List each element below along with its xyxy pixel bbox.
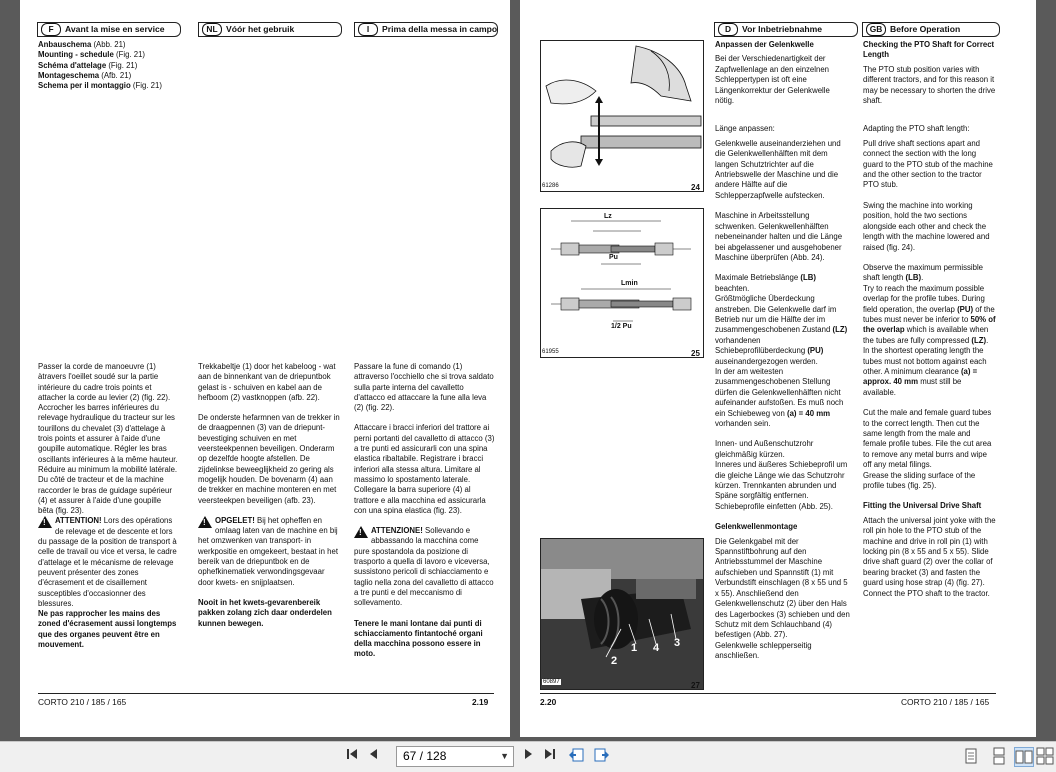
footer-model: CORTO 210 / 185 / 165 [38, 697, 127, 707]
gb-paragraph-7: In the shortest operating length the tubes must not bottom against each other. A minimum clearance (a) = approx. 40 mm must still be available. [863, 346, 987, 397]
chevron-down-icon: ▼ [500, 751, 509, 761]
figure-27-number: 27 [691, 681, 700, 690]
header-title-nl: Vóór het gebruik [226, 24, 295, 34]
footer-rule [38, 693, 494, 694]
lang-badge-de: D [718, 23, 738, 36]
de-paragraph-8: Innen- und Außenschutzrohr gleichmäßig kürzen. [715, 439, 814, 459]
schedule-item: Mounting - schedule (Fig. 21) [38, 50, 146, 60]
column-de [715, 40, 850, 662]
de-paragraph-10: Die Gelenkgabel mit der Spannstiftbohrung auf den Antriebsstummel der Maschine aufschieben und Spannstift (1) mit Verbundstift einschlagen (8 x 55 und 5 x 55). Anschließend den Gelenkwellenschutz (2) über den Hals des Lagerbockes (3) schieben und den Schutz mit dem Schlauchband (4) befestigen (Abb. 27). [715, 536, 850, 640]
gb-paragraph-5: Observe the maximum permissible shaft length (LB). [863, 262, 984, 283]
nl-paragraph-2: De onderste hefarmnen van de trekker in de draagpennen (3) van de driepunt-bevestiging schuiven en met veersteekpennen beveiligen. Onderarm op dezelfde hoogte afstellen. De zijdelinkse beweeglijkheid zo gering als mogelijk houden. De bovenarm (4) aan de trekker en machine monteren en met veersteekpen beveiligen (afb. 23). [198, 413, 340, 505]
next-page-icon[interactable] [522, 747, 536, 767]
two-page-view-icon[interactable] [1014, 747, 1034, 767]
figure-27-label-1: 1 [631, 642, 638, 654]
it-warning: ! ATTENZIONE! Sollevando e abbassando la macchina come pure spostandola da posizione di trasporto a quella di lavoro e viceversa, sussistono pericoli di schiacciamento e taglio nella zona del cavalletto di attacco a tre punti e del meccanismo di sollevamento. [354, 526, 496, 608]
lang-badge-it: I [358, 23, 378, 36]
fr-paragraph-2: Accrocher les barres inférieures du relevage hydraulique du tracteur sur les tourillons du chevalet (3) d'attelage à trois points et assurer à l'aide d'une goupille automatique. Régler les bras oscillants inférieures à la même hauteur. Réduire au minimum la mobilité latérale. Du côté de tracteur et de la machine raccorder le bras de guidage supérieur (4) et assurer à l'aide d'une goupille bêta (fig. 23). [38, 403, 178, 516]
right-page [520, 0, 1036, 737]
figure-24 [540, 40, 704, 192]
figure-27-label-2: 2 [611, 655, 618, 667]
gb-paragraph-11: Connect the PTO shaft to the tractor. [863, 588, 990, 598]
fr-paragraph-1: Passer la corde de manoeuvre (1) àtravers l'oeillet soudé sur la partie intérieure du cadre trois points et attacher la corde au levier (2) (fig. 22). [38, 362, 171, 402]
go-back-icon[interactable] [568, 746, 586, 766]
gb-paragraph-1: The PTO stub position varies with different tractors, and for this reason it may be necessary to shorten the drive shaft. [863, 64, 996, 106]
header-nl [198, 22, 342, 37]
de-paragraph-1: Bei der Verschiedenartigkeit der Zapfwellenlage an den einzelnen Schleppertypen ist oft eine Längenkorrektur der Gelenkwelle nötig. [715, 54, 830, 106]
figure-25-id: 61955 [542, 349, 559, 355]
figure-27-label-4: 4 [653, 642, 660, 654]
nl-warning: ! OPGELET! Bij het opheffen en omlaag laten van de machine en bij het omzwenken van transport- in werkpositie en omgekeert, bestaat in het bereik van de driepuntbok en de ophefkinematiek verwondingsgevaar door kwets- en snijplaatsen. [198, 516, 340, 588]
gb-paragraph-10: Attach the universal joint yoke with the roll pin hole to the PTO stub of the machine and drive in roll pin (1) with locking pin (8 x 55 and 5 x 55). Slide drive shaft guard (2) over the collar of bearing bracket (3) and fasten the guard using hose strap (4) (fig. 27). [863, 515, 996, 588]
footer-model: CORTO 210 / 185 / 165 [901, 697, 990, 707]
footer-page-number: 2.20 [540, 697, 557, 707]
warning-icon [354, 526, 368, 538]
gb-title-2: Fitting the Universal Drive Shaft [863, 501, 982, 511]
warning-icon [198, 516, 212, 528]
header-title-fr: Avant la mise en service [65, 24, 165, 34]
page-number-select[interactable] [396, 746, 514, 767]
header-gb [862, 22, 1000, 37]
it-paragraph-2: Attaccare i bracci inferiori del trattore ai perni portanti del cavalletto di attacco (3) a tre punti ed assicurarli con una spina elastica ribaltabile. Registrare i bracci inferiori alla stessa altura. Limitare al massimo lo spostamento laterale. Collegare la barra superiore (4) al trattore e alla macchina ed assicurarla con una spina elastica (fig. 23). [354, 423, 495, 515]
prev-page-icon[interactable] [366, 747, 380, 767]
de-title: Anpassen der Gelenkwelle [715, 40, 814, 49]
schedule-item: Anbauschema (Abb. 21) [38, 40, 126, 49]
figure-24-drawing [541, 41, 703, 191]
de-paragraph-5: Maximale Betriebslänge (LB) beachten. [715, 273, 816, 293]
de-paragraph-4: Maschine in Arbeitsstellung schwenken. Gelenkwellenhälften nebeneinander halten und die Länge bei abgelassener und ausgehobener Maschine überprüfen (Abb. 24). [715, 211, 843, 262]
nl-warning-bold: Nooit in het kwets-gevarenbereik pakken zolang zich daar onderdelen kunnen bewegen. [198, 597, 332, 628]
footer-rule [540, 693, 996, 694]
schedule-item: Schema per il montaggio (Fig. 21) [38, 81, 162, 91]
de-paragraph-3: Gelenkwelle auseinanderziehen und die Gelenkwellenhälften mit dem langen Schutztrichter auf die Antriebswelle der Maschine und die andere Hälfte auf die Schlepperzapfwelle aufstecken. [715, 138, 841, 200]
de-paragraph-2: Länge anpassen: [715, 124, 775, 134]
header-title-de: Vor Inbetriebnahme [742, 24, 823, 34]
gb-paragraph-3: Pull drive shaft sections apart and connect the section with the long guard to the PTO stub of the machine and the other section to the tractor PTO stub. [863, 138, 993, 190]
column-fr [38, 362, 178, 650]
first-page-icon[interactable] [344, 747, 360, 767]
figure-27-label-3: 3 [674, 637, 681, 649]
warning-icon [38, 516, 52, 528]
figure-25-label-ls: Lmin [621, 280, 638, 287]
de-paragraph-11: Gelenkwelle schlepperseitig anschließen. [715, 640, 812, 661]
gb-paragraph-8: Cut the male and female guard tubes to the correct length. Then cut the same length from the male and female profile tubes. File the cut area to remove any metal burrs and wipe off any metal filings. [863, 408, 992, 470]
de-paragraph-9: Inneres und äußeres Schiebeprofil um die gleiche Länge wie das Schutzrohr kürzen. Trennkanten abrunden und Späne sorgfältig entfernen. Schiebeprofile einfetten (Abb. 25). [715, 460, 848, 511]
page-number-value: 67 / 128 [403, 749, 447, 763]
column-nl [198, 362, 340, 629]
last-page-icon[interactable] [542, 747, 558, 767]
footer-page-number: 2.19 [472, 697, 489, 707]
figure-27-id: 60897 [543, 679, 560, 685]
go-forward-icon[interactable] [592, 746, 610, 766]
figure-25-number: 25 [691, 349, 700, 358]
gb-paragraph-9: Grease the sliding surface of the profile tubes (fig. 25). [863, 470, 976, 491]
figure-27 [540, 538, 704, 690]
schedule-list [38, 40, 238, 91]
two-page-continuous-view-icon[interactable] [1036, 747, 1054, 765]
header-de [714, 22, 858, 37]
gb-title: Checking the PTO Shaft for Correct Length [863, 40, 995, 60]
gb-paragraph-6: Try to reach the maximum possible overlap for the profile tubes. During field operation, the overlap (PU) of the tubes must never be inferior to 50% of the overlap which is available when the tubes are fully compressed (LZ). [863, 283, 996, 345]
nl-paragraph-1: Trekkabeltje (1) door het kabeloog - wat aan de binnenkant van de driepuntbok gelast is - schuiven en kabel aan de hefboom (2) vastknoppen (afb. 22). [198, 362, 336, 402]
schedule-item: Schéma d'attelage (Fig. 21) [38, 60, 138, 70]
header-fr [37, 22, 181, 37]
lang-badge-nl: NL [202, 23, 222, 36]
figure-25-label-half-pu: 1/2 Pu [611, 323, 632, 330]
gb-paragraph-4: Swing the machine into working position, hold the two sections alongside each other and check the length with the machine lowered and raised (fig. 24). [863, 200, 990, 252]
figure-24-number: 24 [691, 183, 700, 192]
it-paragraph-1: Passare la fune di comando (1) attraverso l'occhiello che si trova saldato sulla parte interna del cavalletto d'attacco ed attaccare la fune alla leva (2) (fig. 22). [354, 362, 494, 413]
it-warning-bold: Tenere le mani lontane dai punti di schiacciamento fintantoché organi della macchina possono essere in moto. [354, 618, 483, 659]
left-page [20, 0, 510, 737]
schedule-item: Montageschema (Afb. 21) [38, 70, 132, 80]
figure-25 [540, 208, 704, 358]
lang-badge-gb: GB [866, 23, 886, 36]
de-paragraph-7: In der am weitesten zusammengeschobenen Stellung dürfen die Gelenkwellenhälften nicht aufeinander aufstoßen. Es muß noch ein Schiebeweg von (a) = 40 mm vorhanden sein. [715, 366, 844, 428]
fr-warning: ! ATTENTION! Lors des opérations de relevage et de descente et lors du passage de la position de transport à celle de travail ou vice et versa, le cadre d'attelage et le mécanisme de relevage peuvent présenter des zones d'écrasement et de cisaillement susceptibles d'occasionner des blessures. [38, 516, 178, 609]
continuous-view-icon[interactable] [990, 747, 1008, 765]
column-gb [863, 40, 996, 599]
header-it [354, 22, 498, 37]
fr-warning-bold: Ne pas rapprocher les mains des zoned d'écrasement aussi longtemps que des organes peuvent être en mouvement. [38, 609, 177, 650]
column-it [354, 362, 496, 660]
figure-25-label-pu: Pu [609, 254, 618, 261]
de-paragraph-6: Größtmögliche Überdeckung anstreben. Die Gelenkwelle darf im Betrieb nur um die Hälfte der im zusammengeschobenen Zustand (LZ) vorhandenen Schiebeprofilüberdeckung (PU) auseinandergezogen werden. [715, 294, 848, 366]
de-title-2: Gelenkwellenmontage [715, 522, 798, 532]
lang-badge-fr: F [41, 23, 61, 36]
header-title-gb: Before Operation [890, 24, 961, 34]
gb-paragraph-2: Adapting the PTO shaft length: [863, 124, 970, 134]
figure-27-photo [541, 539, 703, 689]
figure-24-id: 61286 [542, 183, 559, 189]
single-page-view-icon[interactable] [962, 747, 980, 765]
header-title-it: Prima della messa in campo [382, 24, 498, 34]
figure-25-label-lz: Lz [604, 213, 612, 220]
